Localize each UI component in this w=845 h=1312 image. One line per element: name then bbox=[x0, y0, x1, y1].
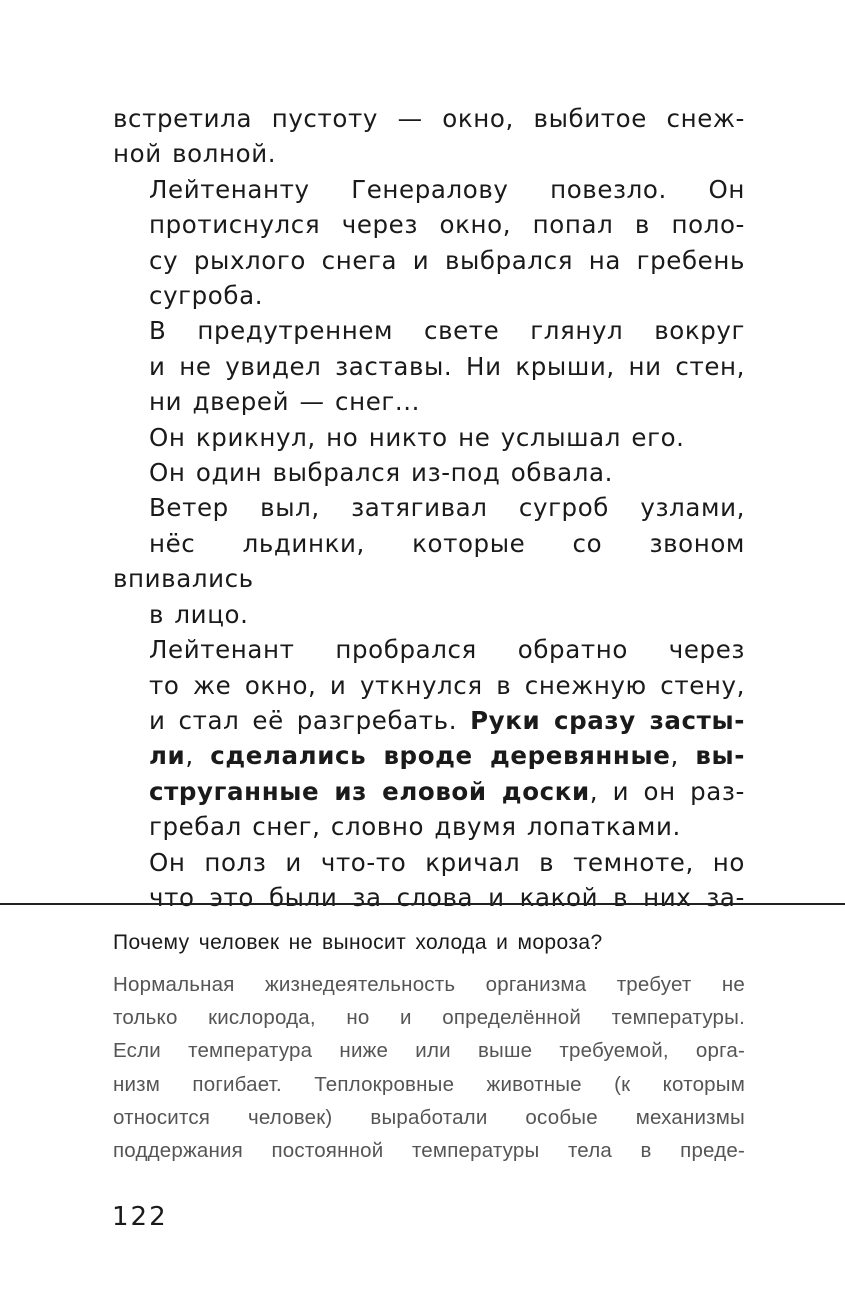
text-segment: , и он раз- bbox=[589, 776, 745, 806]
answer-line: низм погибает. Теплокровные животные (к которым bbox=[113, 1072, 745, 1096]
answer-line: относится человек) выработали особые механизмы bbox=[113, 1105, 745, 1129]
paragraph bbox=[113, 632, 745, 844]
text-segment: , bbox=[185, 741, 211, 771]
text-line: гребал снег, словно двумя лопатками. bbox=[149, 812, 681, 842]
text-line: в лицо. bbox=[149, 599, 249, 629]
text-line: сугроба. bbox=[149, 281, 264, 311]
text-line: Он полз и что-то кричал в темноте, но bbox=[149, 847, 745, 877]
text-line: то же окно, и уткнулся в снежную стену, bbox=[149, 670, 745, 700]
text-line: Он крикнул, но никто не услышал его. bbox=[149, 422, 685, 452]
page-number: 122 bbox=[112, 1202, 168, 1232]
paragraph bbox=[113, 101, 745, 172]
paragraph bbox=[113, 172, 745, 314]
text-line: Лейтенант пробрался обратно через bbox=[149, 635, 745, 665]
paragraph bbox=[113, 490, 745, 632]
text-line bbox=[113, 738, 745, 773]
text-line: нёс льдинки, которые со звоном впивались bbox=[113, 528, 745, 594]
bold-text: ли bbox=[149, 741, 186, 771]
answer-line: Если температура ниже или выше требуемой, орга- bbox=[113, 1039, 745, 1063]
text-segment: и стал её разгребать. bbox=[149, 705, 471, 735]
paragraph bbox=[113, 313, 745, 419]
text-line: су рыхлого снега и выбрался на гребень bbox=[149, 245, 745, 275]
answer-line: поддержания постоянной температуры тела в преде- bbox=[113, 1139, 745, 1163]
text-line: ной волной. bbox=[113, 139, 277, 169]
text-line: встретила пустоту — окно, выбитое снеж- bbox=[113, 104, 745, 133]
text-line: Лейтенанту Генералову повезло. Он bbox=[149, 174, 745, 204]
text-line bbox=[113, 703, 745, 738]
sidebar-box bbox=[113, 928, 745, 1167]
bold-text: сделались вроде деревянные bbox=[210, 741, 671, 771]
answer-line: Нормальная жизнедеятельность организма требует не bbox=[113, 973, 745, 996]
text-segment: , bbox=[670, 741, 696, 771]
text-line: В предутреннем свете глянул вокруг bbox=[149, 316, 745, 346]
sidebar-answer bbox=[113, 968, 745, 1167]
text-line: ни дверей — снег... bbox=[149, 387, 421, 417]
answer-line: только кислорода, но и определённой температуры. bbox=[113, 1006, 745, 1030]
paragraph bbox=[113, 420, 745, 455]
bold-text: Руки сразу засты- bbox=[470, 705, 745, 735]
bold-text: вы- bbox=[695, 741, 746, 771]
text-line: протиснулся через окно, попал в поло- bbox=[149, 210, 745, 240]
text-line: и не увидел заставы. Ни крыши, ни стен, bbox=[149, 351, 745, 381]
divider bbox=[0, 903, 845, 905]
text-line: Он один выбрался из-под обвала. bbox=[149, 458, 613, 488]
bold-text: струганные из еловой доски bbox=[149, 776, 590, 806]
sidebar-question: Почему человек не выносит холода и мороза? bbox=[113, 931, 603, 954]
text-line bbox=[113, 774, 745, 809]
text-line: Ветер выл, затягивал сугроб узлами, bbox=[149, 493, 745, 523]
paragraph bbox=[113, 455, 745, 490]
main-text bbox=[113, 101, 745, 915]
text-line: что это были за слова и какой в них за- bbox=[149, 882, 745, 912]
